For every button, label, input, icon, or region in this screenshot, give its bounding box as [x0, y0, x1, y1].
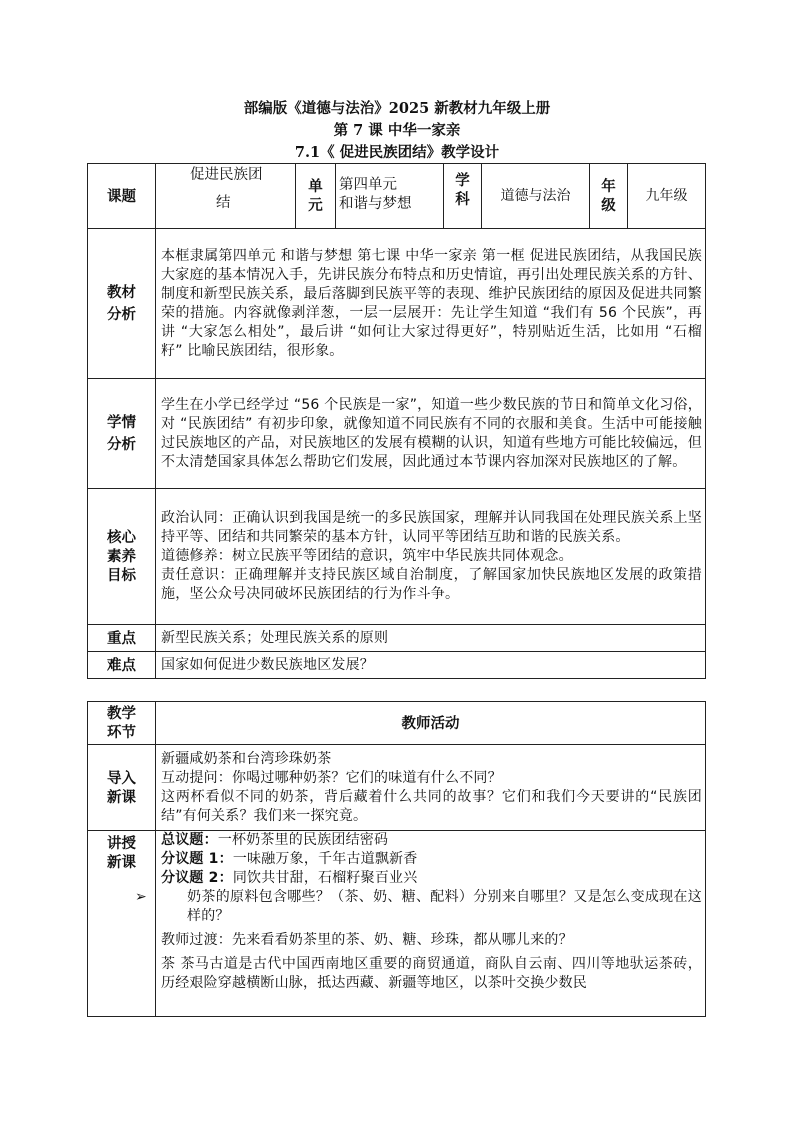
difficult-label: 难点	[88, 652, 156, 679]
grade-label: 年 级	[590, 164, 628, 229]
students-label: 学情 分析	[88, 379, 156, 489]
lesson-title: 第 7 课 中华一家亲	[333, 122, 461, 139]
topic-label: 课题	[88, 164, 156, 229]
unit-value: 第四单元 和谐与梦想	[336, 164, 444, 229]
intro-label: 导入 新课	[88, 745, 156, 831]
goals-content	[156, 489, 706, 625]
teacher-activity-header: 教师活动	[156, 702, 706, 745]
document-title: 部编版《道德与法治》2025 新教材九年级上册	[243, 100, 551, 117]
difficult-point: 国家如何促进少数民族地区发展？	[156, 652, 706, 679]
process-col-label: 教学 环节	[88, 702, 156, 745]
key-point: 新型民族关系；处理民族关系的原则	[156, 625, 706, 652]
grade-value: 九年级	[628, 164, 706, 229]
intro-content: 新疆咸奶茶和台湾珍珠奶茶 互动提问：你喝过哪种奶茶？它们的味道有什么不同？ 这两杯看似不同的奶茶，背后藏着什么共同的故事？它们和我们今天要讲的“民族团结”有何关系？我们来一探究竟。	[156, 745, 706, 831]
lesson-info-table	[87, 163, 706, 679]
materials-label: 教材 分析	[88, 229, 156, 379]
unit-label: 单 元	[296, 164, 336, 229]
design-title: 7.1《 促进民族团结》教学设计	[294, 144, 500, 161]
goal-moral: 道德修养：树立民族平等团结的意识，筑牢中华民族共同体观念。	[161, 548, 573, 564]
subject-label: 学 科	[444, 164, 482, 229]
teach-label: 讲授 新课	[88, 831, 156, 1017]
teaching-process-table	[87, 701, 706, 1017]
topic-value: 促进民族团 结	[156, 164, 296, 229]
arrow-bullet-icon: ➢	[135, 889, 147, 905]
teach-content: 总议题：一杯奶茶里的民族团结密码 分议题 1：一味融万象，千年古道飘新香 分议题 2：同饮共甘甜，石榴籽聚百业兴 ➢ 奶茶的原料包含哪些？（茶、奶、糖、配料）分别来自哪里？又是怎么变成现在这样的？ 教师过渡：先来看看奶茶里的茶、奶、糖、珍珠，都从哪儿来的？ 茶 茶马古道是古代中国西南地区重要的商贸通道，商队自云南、四川等地驮运茶砖，历经艰险穿越横断山脉，抵达西藏、新疆等地区，以茶叶交换少数民	[156, 831, 706, 1017]
key-label: 重点	[88, 625, 156, 652]
materials-analysis: 本框隶属第四单元 和谐与梦想 第七课 中华一家亲 第一框 促进民族团结，从我国民族大家庭的基本情况入手，先讲民族分布特点和历史情谊，再引出处理民族关系的方针、制度和新型民族关系，最后落脚到民族平等的表现、维护民族团结的原因及促进共同繁荣的措施。内容就像剥洋葱，一层一层展开：先让学生知道 “我们有 56 个民族”，再讲 “大家怎么相处”，最后讲 “如何让大家过得更好”，特别贴近生活，比如用 “石榴籽” 比喻民族团结，很形象。	[156, 229, 706, 379]
students-analysis: 学生在小学已经学过 “56 个民族是一家”，知道一些少数民族的节日和简单文化习俗，对 “民族团结” 有初步印象，就像知道不同民族有不同的衣服和美食。生活中可能接触过民族地区的产品，对民族地区的发展有模糊的认识，知道有些地方可能比较偏远，但不太清楚国家具体怎么帮助它们发展，因此通过本节课内容加深对民族地区的了解。	[156, 379, 706, 489]
goal-responsibility: 责任意识：正确理解并支持民族区域自治制度，了解国家加快民族地区发展的政策措施，坚公众号决同破坏民族团结的行为作斗争。	[161, 567, 702, 602]
goals-label: 核心 素养 目标	[88, 489, 156, 625]
subject-value: 道德与法治	[482, 164, 590, 229]
goal-political: 政治认同：正确认识到我国是统一的多民族国家，理解并认同我国在处理民族关系上坚持平等、团结和共同繁荣的基本方针，认同平等团结互助和谐的民族关系。	[161, 510, 702, 545]
